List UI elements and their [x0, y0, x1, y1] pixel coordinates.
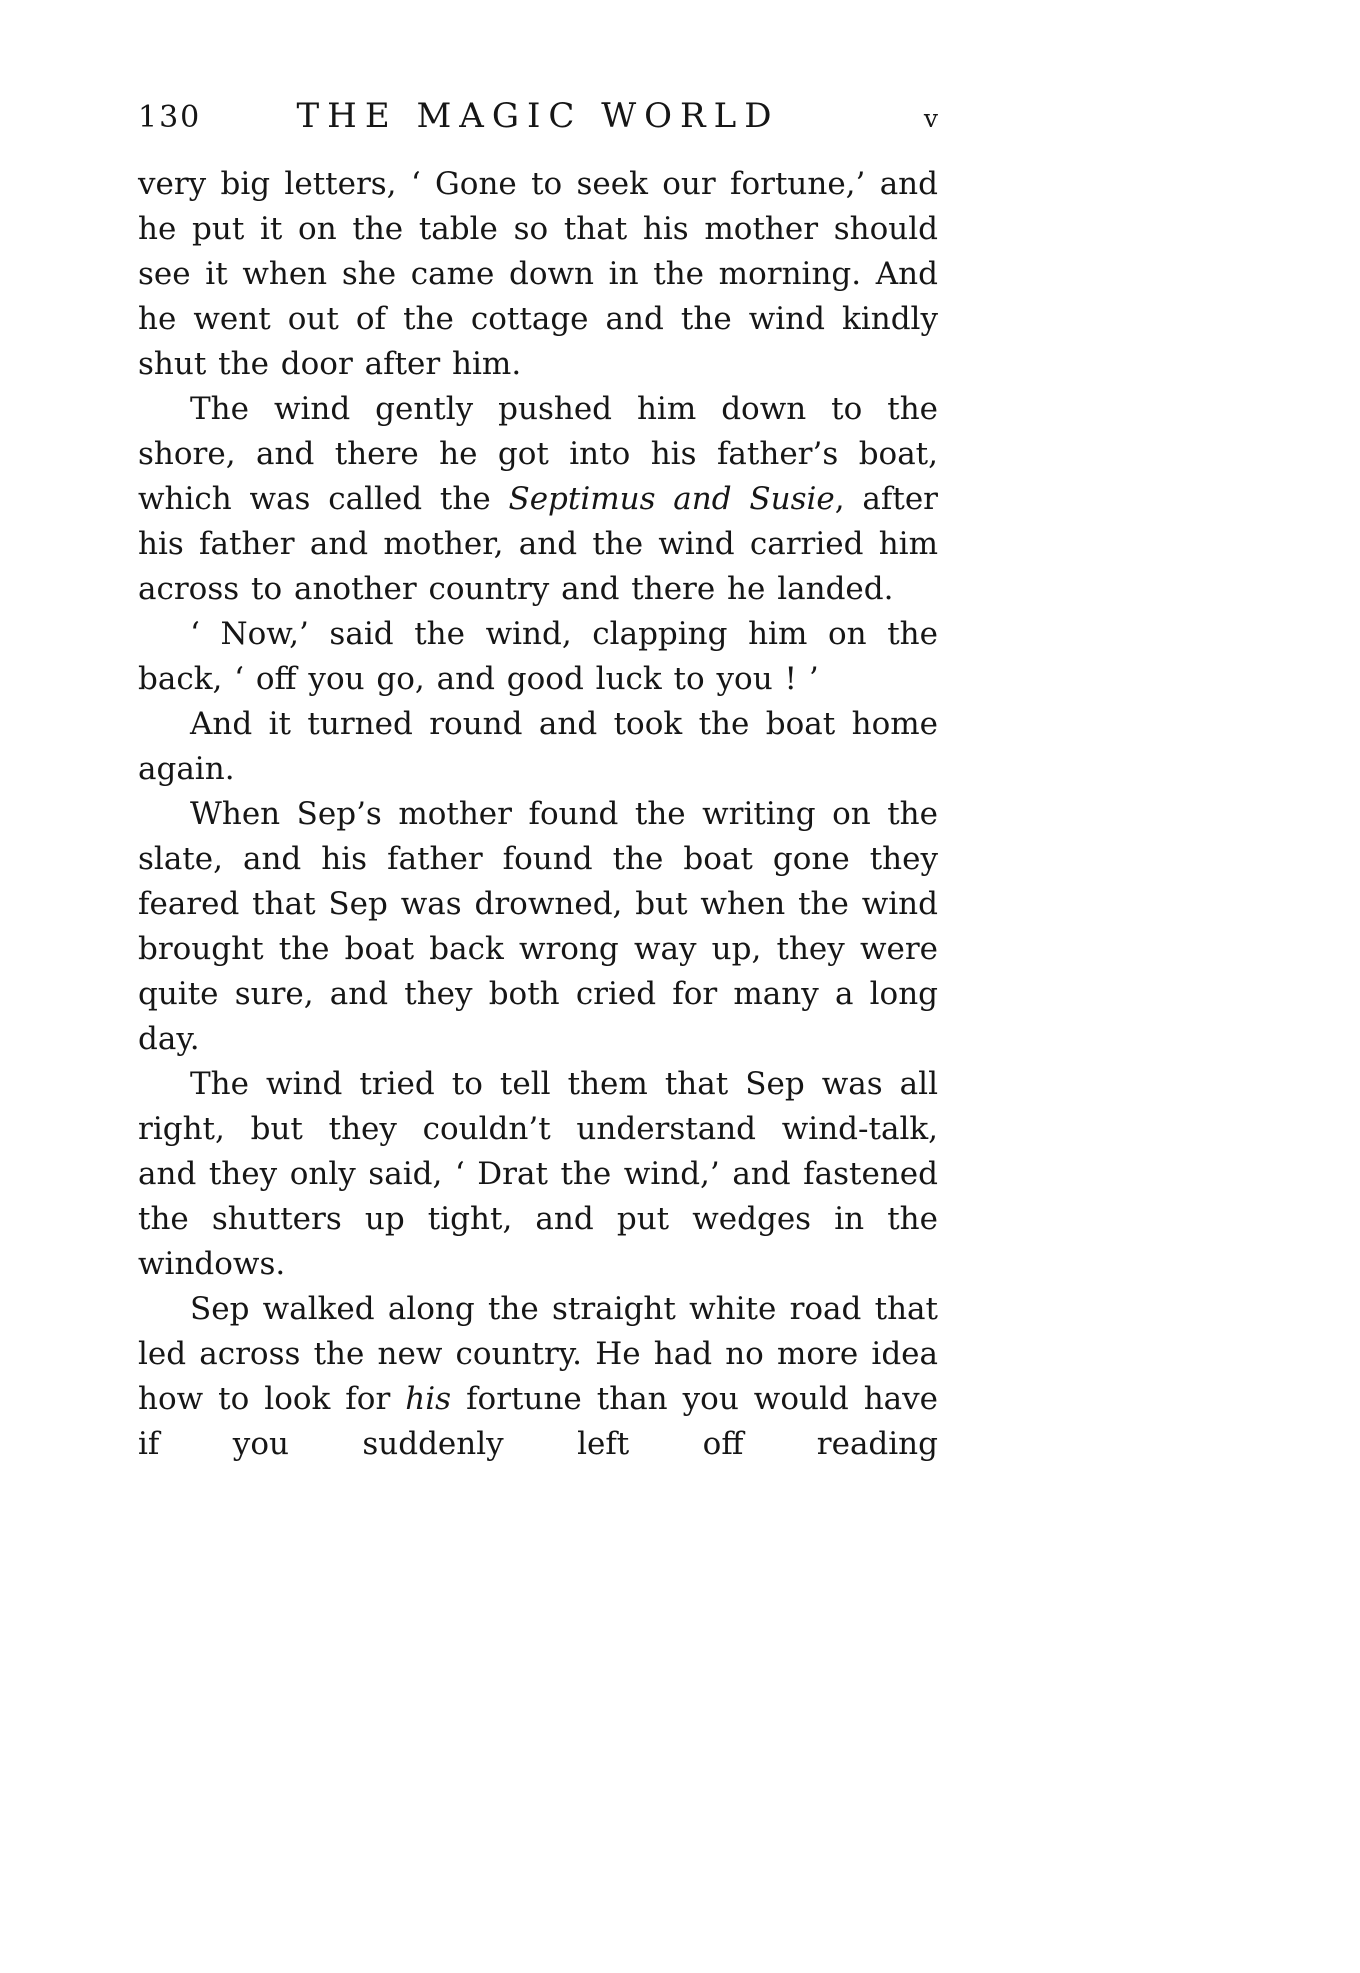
text-run: The wind tried to tell them that Sep was all right, but they couldn’t understand wind-talk, and they only said, ‘ Drat the wind,’ and fastened the shutters up tight, and put wedges in the windows. — [138, 1066, 938, 1282]
paragraph — [138, 1287, 938, 1467]
page-number: 130 — [138, 100, 202, 135]
text-run: And it turned round and took the boat home again. — [138, 706, 938, 787]
text-run: very big letters, ‘ Gone to seek our fortune,’ and he put it on the table so that his mother should see it when she came down in the morning. And he went out of the cottage and the wind kindly shut the door after him. — [138, 166, 938, 382]
paragraph — [138, 162, 938, 387]
paragraph — [138, 612, 938, 702]
paragraph — [138, 387, 938, 612]
text-run: When Sep’s mother found the writing on the slate, and his father found the boat gone they feared that Sep was drowned, but when the wind brought the boat back wrong way up, they were quite sure, and they both cried for many a long day. — [138, 796, 938, 1057]
text-column — [138, 96, 938, 1467]
body-text — [138, 162, 938, 1467]
paragraph — [138, 792, 938, 1062]
paragraph — [138, 702, 938, 792]
italic-text: Septimus and Susie — [508, 481, 835, 517]
text-run: fortune than you would have if you suddenly left off reading — [138, 1381, 939, 1462]
running-title: THE MAGIC WORLD — [296, 96, 780, 136]
page-header — [138, 96, 938, 136]
text-run: , after his father and mother, and the wind carried him across to another country and there he landed. — [138, 481, 938, 607]
chapter-marker: v — [923, 104, 938, 133]
paragraph — [138, 1062, 938, 1287]
text-run: ‘ Now,’ said the wind, clapping him on the back, ‘ off you go, and good luck to you ! ’ — [138, 616, 938, 697]
italic-text: his — [405, 1381, 452, 1417]
text-run: The wind gently pushed him down to the shore, and there he got into his father’s boat, which was called the — [138, 391, 938, 517]
text-run: Sep walked along the straight white road that led across the new country. He had no more idea how to look for — [138, 1291, 938, 1417]
